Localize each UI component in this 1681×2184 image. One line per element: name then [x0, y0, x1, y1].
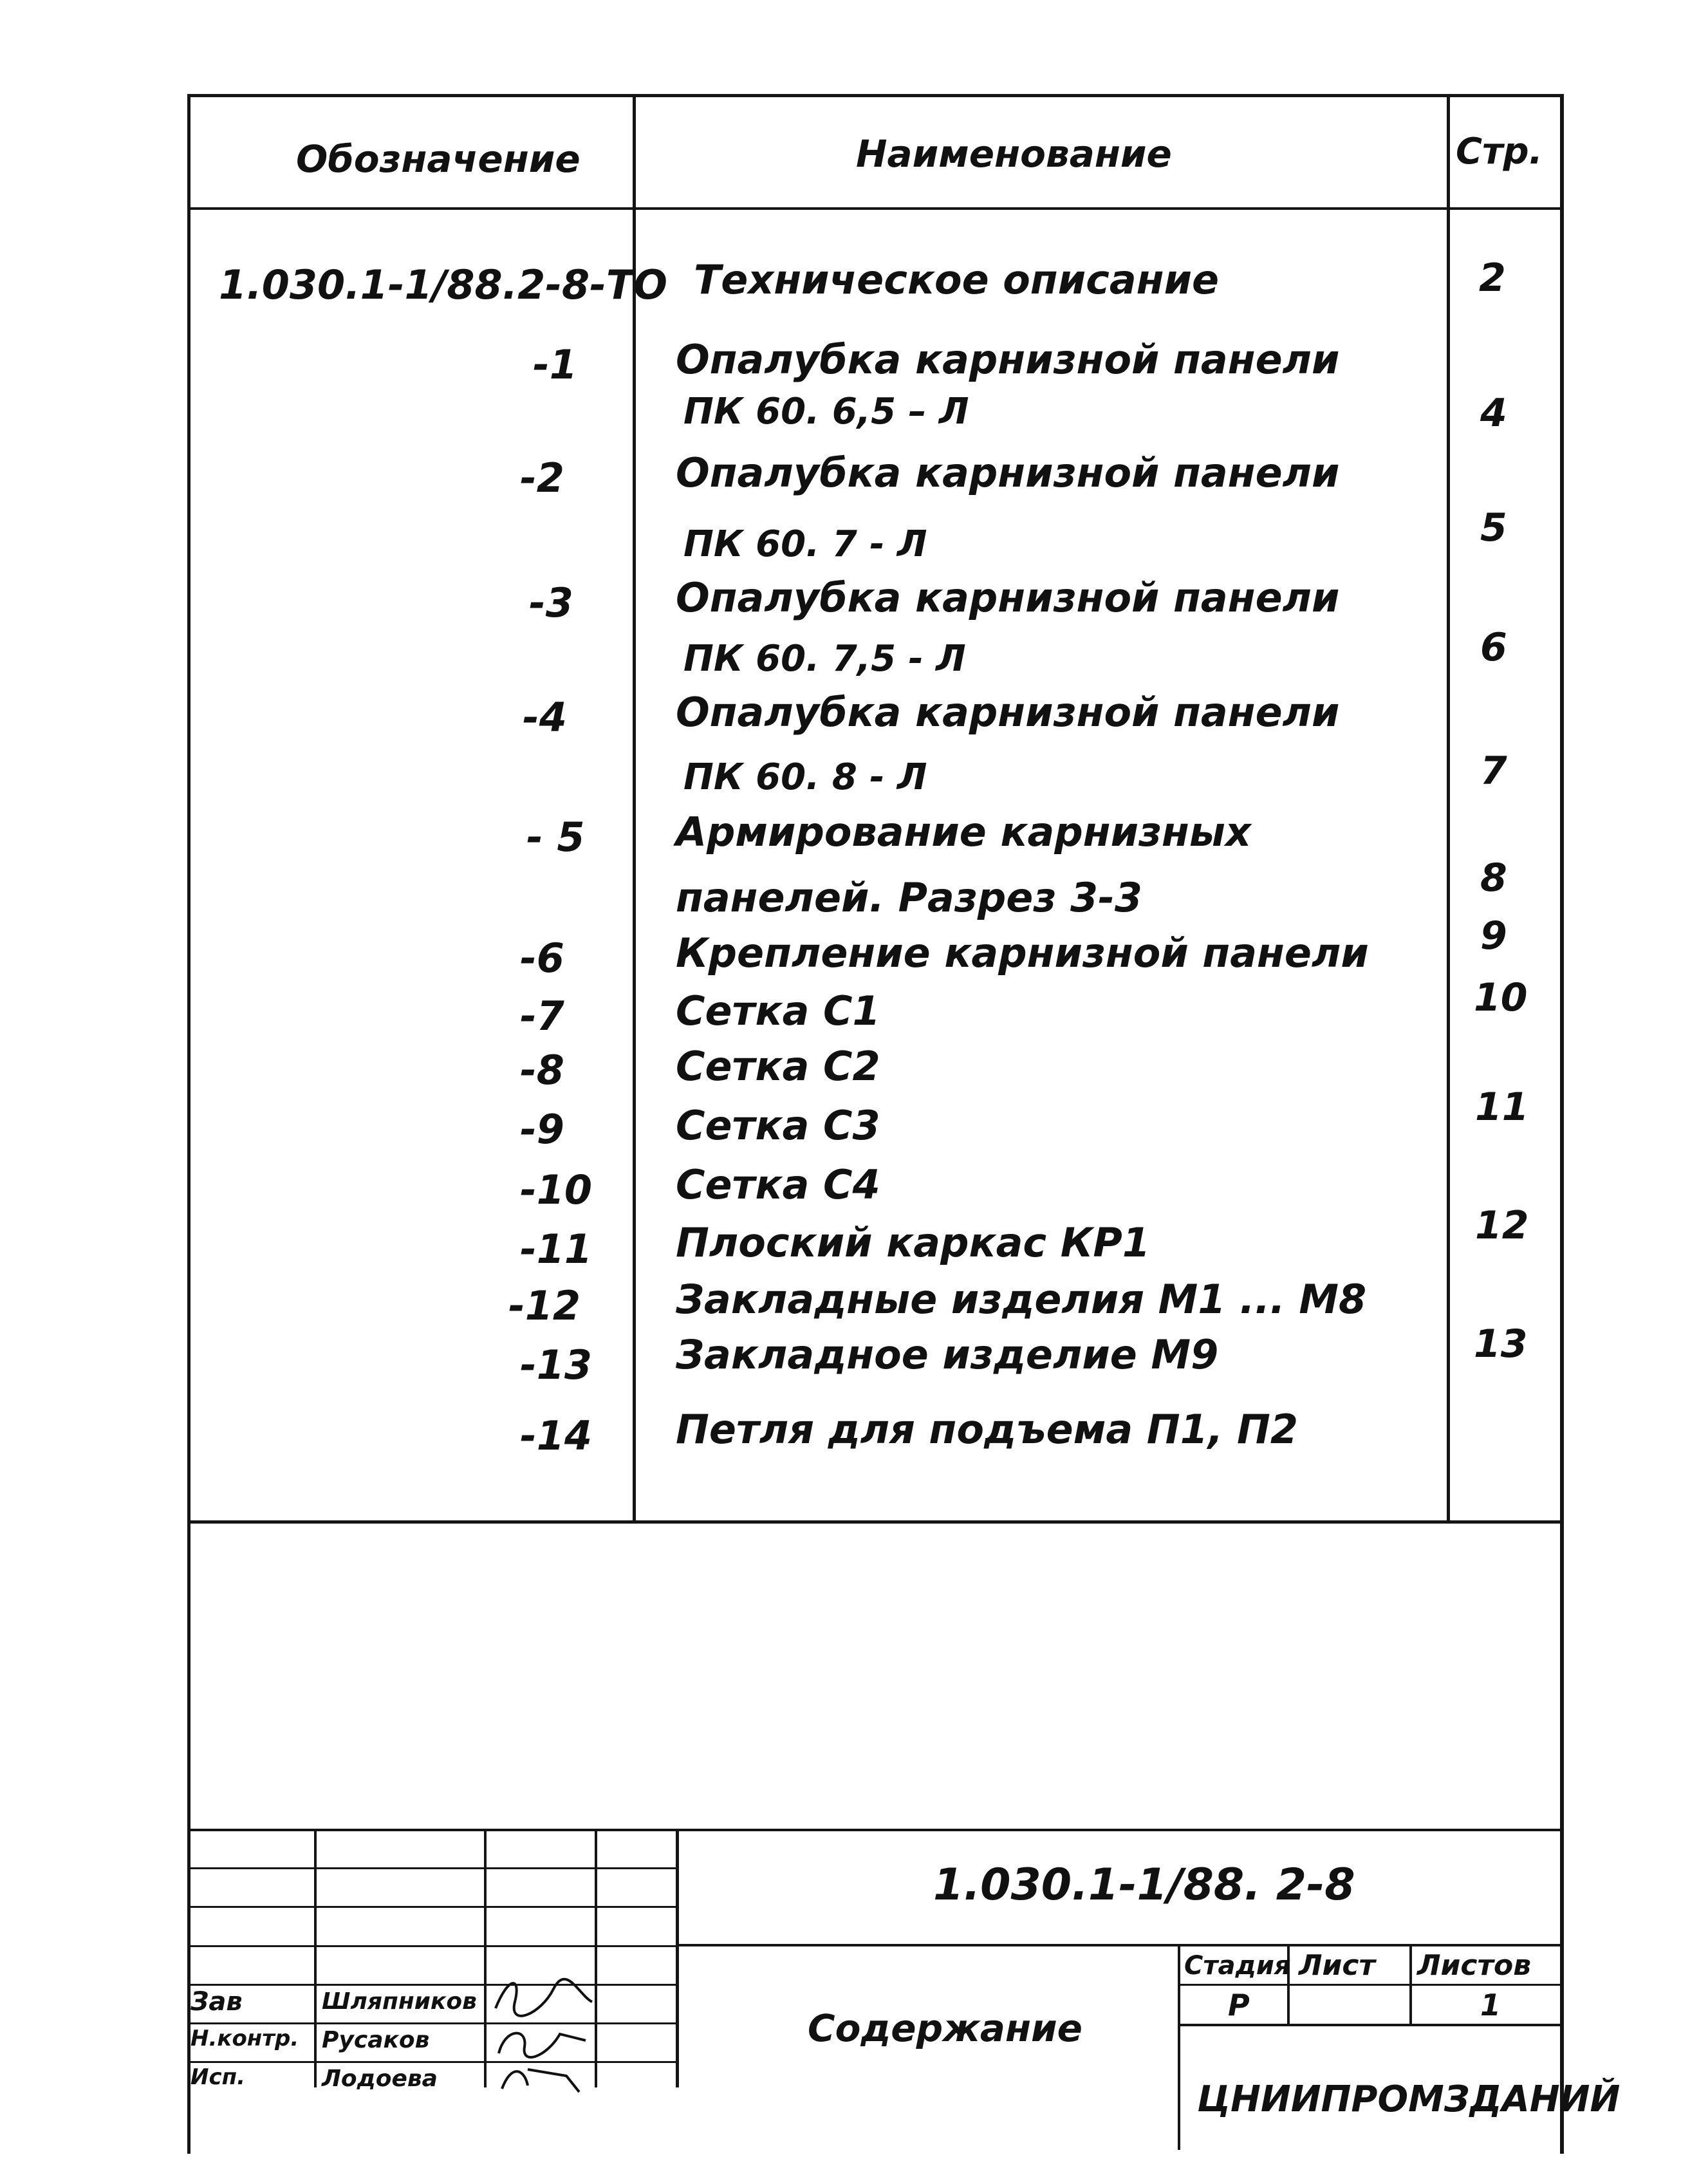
stamp-row-rule [187, 1906, 676, 1908]
row-page: 10 [1474, 975, 1528, 1020]
row-name-line: Крепление карнизной панели [676, 929, 1369, 976]
role-label: Исп. [190, 2064, 246, 2090]
row-code: -7 [520, 993, 564, 1040]
row-name-line: Плоский каркас КР1 [676, 1219, 1151, 1266]
row-page: 4 [1480, 391, 1507, 436]
frame-right [1560, 94, 1564, 2154]
column-divider-2 [1447, 94, 1450, 1522]
stamp-row-rule [187, 1867, 676, 1869]
header-name: Наименование [856, 132, 1172, 176]
stamp-left-rule [187, 1945, 676, 1947]
row-code: -11 [520, 1226, 593, 1273]
row-code: -14 [520, 1412, 593, 1459]
organization: ЦНИИПРОМЗДАНИЙ [1197, 2078, 1621, 2120]
row-name-line: Опалубка карнизной панели [676, 449, 1340, 496]
row-page: 11 [1475, 1085, 1529, 1130]
row-name-line: ПК 60. 6,5 – Л [683, 391, 969, 433]
stamp-col-rule [676, 1830, 679, 2087]
sheets-label: Листов [1417, 1949, 1532, 1982]
person-name: Лодоева [322, 2066, 438, 2092]
row-name-line: Сетка С3 [676, 1102, 880, 1149]
sheets-value: 1 [1480, 1988, 1501, 2022]
row-page: 5 [1480, 505, 1507, 550]
stamp-row-rule [187, 2061, 676, 2063]
stamp-info-col-rule [1409, 1944, 1412, 2025]
table-bottom-rule [187, 1520, 1563, 1524]
header-designation: Обозначение [296, 137, 580, 181]
row-page: 8 [1480, 855, 1507, 901]
row-name-line: Опалубка карнизной панели [676, 336, 1340, 383]
sheet-title: Содержание [808, 2006, 1083, 2050]
row-name-line: Армирование карнизных [676, 808, 1251, 855]
stamp-col-rule [484, 1830, 487, 2087]
row-page: 12 [1475, 1203, 1529, 1248]
row-code: -9 [520, 1106, 564, 1153]
row-code: -1 [533, 341, 577, 388]
signature [489, 2057, 599, 2095]
frame-top [187, 94, 1563, 97]
row-page: 7 [1480, 749, 1507, 794]
role-label: Н.контр. [190, 2026, 299, 2051]
stage-value: Р [1228, 1988, 1250, 2022]
row-code: -13 [520, 1341, 593, 1388]
row-code: -12 [508, 1282, 581, 1329]
row-name-line: ПК 60. 7 - Л [683, 523, 927, 565]
row-page: 6 [1480, 625, 1507, 670]
signature [489, 1970, 599, 2021]
header-page: Стр. [1456, 131, 1543, 173]
sheet-label: Лист [1299, 1949, 1375, 1982]
row-code: -8 [520, 1047, 564, 1094]
row-name-line: Петля для подъема П1, П2 [676, 1406, 1298, 1453]
row-page: 9 [1480, 913, 1507, 958]
row-code: 1.030.1-1/88.2-8-ТО [219, 261, 667, 308]
stamp-info-row-rule [1178, 2024, 1564, 2026]
stamp-info-left-rule [1178, 1944, 1180, 2150]
row-code: - 5 [526, 814, 585, 861]
row-name-line: ПК 60. 8 - Л [683, 756, 927, 798]
stage-label: Стадия [1184, 1951, 1291, 1981]
stamp-row-rule [187, 2022, 676, 2024]
row-page: 13 [1474, 1321, 1528, 1367]
row-name-line: Опалубка карнизной панели [676, 689, 1340, 736]
row-name-line: Сетка С2 [676, 1043, 880, 1090]
stamp-mid-rule [676, 1944, 1563, 1946]
row-name-line: Опалубка карнизной панели [676, 574, 1340, 621]
row-name-line: Сетка С1 [676, 987, 880, 1034]
document-code: 1.030.1-1/88. 2-8 [933, 1860, 1355, 1910]
row-name-line: Закладные изделия М1 ... М8 [676, 1276, 1367, 1323]
row-code: -6 [520, 935, 564, 982]
role-label: Зав [190, 1987, 243, 2017]
stamp-row-rule [187, 1984, 676, 1986]
row-code: -4 [523, 694, 567, 741]
row-name-line: Закладное изделие М9 [676, 1331, 1219, 1378]
row-code: -10 [520, 1166, 593, 1213]
row-code: -3 [529, 579, 573, 626]
row-name-line: Сетка С4 [676, 1161, 880, 1208]
frame-left [187, 94, 190, 2154]
stamp-col-rule [314, 1830, 317, 2087]
header-bottom-rule [187, 207, 1563, 210]
person-name: Шляпников [322, 1988, 477, 2015]
person-name: Русаков [322, 2027, 430, 2053]
stamp-info-row-rule [1178, 1984, 1564, 1986]
stamp-top-rule [187, 1829, 1563, 1831]
row-name-line: панелей. Разрез 3-3 [676, 874, 1142, 921]
row-name-line: ПК 60. 7,5 - Л [683, 638, 966, 680]
row-code: -2 [520, 454, 564, 501]
row-page: 2 [1479, 256, 1506, 301]
row-name-line: Техническое описание [694, 256, 1220, 303]
